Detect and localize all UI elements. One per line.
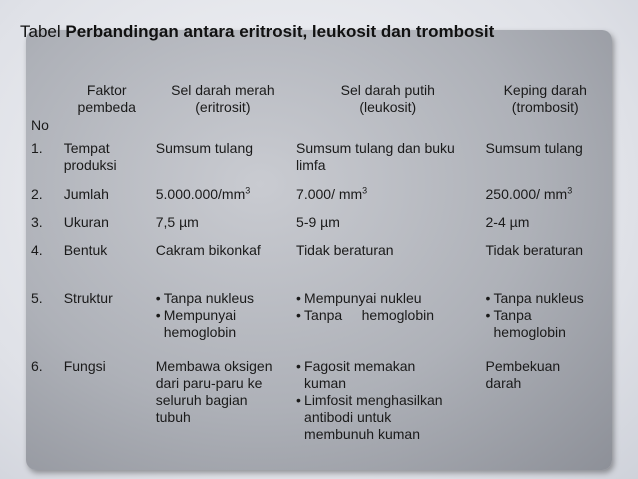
header-faktor: Faktor pembeda bbox=[77, 82, 136, 115]
list-item: • Tanpa hemoglobin bbox=[296, 307, 479, 324]
table-row: 3. Ukuran 7,5 µm 5-9 µm 2-4 µm bbox=[31, 214, 530, 230]
list-item: • Tanpa nukleus bbox=[156, 290, 290, 307]
list-item: • Tanpa hemoglobin bbox=[486, 307, 606, 341]
header-row bbox=[28, 82, 608, 134]
title-prefix: Tabel bbox=[20, 22, 61, 41]
table-row: 5. Struktur • Tanpa nukleus • Mempunyai hemoglobin • Mempunyai nukleu • Tanpa hemoglobin • Tanpa nukleus • Tanpa hemoglobin bbox=[28, 290, 608, 358]
table-row: 4. Bentuk Cakram bikonkaf Tidak beraturan Tidak beraturan bbox=[31, 242, 584, 258]
list-item: • Fagosit memakan kuman bbox=[296, 358, 479, 392]
table-row: 1. Tempat produksi Sumsum tulang Sumsum tulang dan buku limfa Sumsum tulang bbox=[31, 140, 583, 173]
header-eritrosit: Sel darah merah (eritrosit) bbox=[171, 82, 275, 115]
header-trombosit: Keping darah (trombosit) bbox=[503, 82, 587, 115]
list-item: • Mempunyai nukleu bbox=[296, 290, 479, 307]
list-item: • Mempunyai hemoglobin bbox=[156, 307, 290, 341]
title-bold: Perbandingan antara eritrosit, leukosit dan trombosit bbox=[65, 22, 495, 41]
slide-title bbox=[20, 22, 494, 42]
table-row: 6. Fungsi Membawa oksigen dari paru-paru ke seluruh bagian tubuh • Fagosit memakan kuman • Limfosit menghasilkan antibodi untuk membunuh kuman Pembekuan darah bbox=[28, 358, 608, 443]
comparison-table bbox=[28, 82, 608, 443]
list-item: • Limfosit menghasilkan antibodi untuk membunuh kuman bbox=[296, 392, 479, 443]
header-leukosit: Sel darah putih (leukosit) bbox=[340, 82, 435, 115]
header-no: No bbox=[31, 117, 49, 133]
table-row: 2. Jumlah $5.000.000/mm^3$ 7.000/ $mm^3$ 250.000/ $mm^3$ bbox=[31, 185, 573, 202]
list-item: • Tanpa nukleus bbox=[486, 290, 606, 307]
